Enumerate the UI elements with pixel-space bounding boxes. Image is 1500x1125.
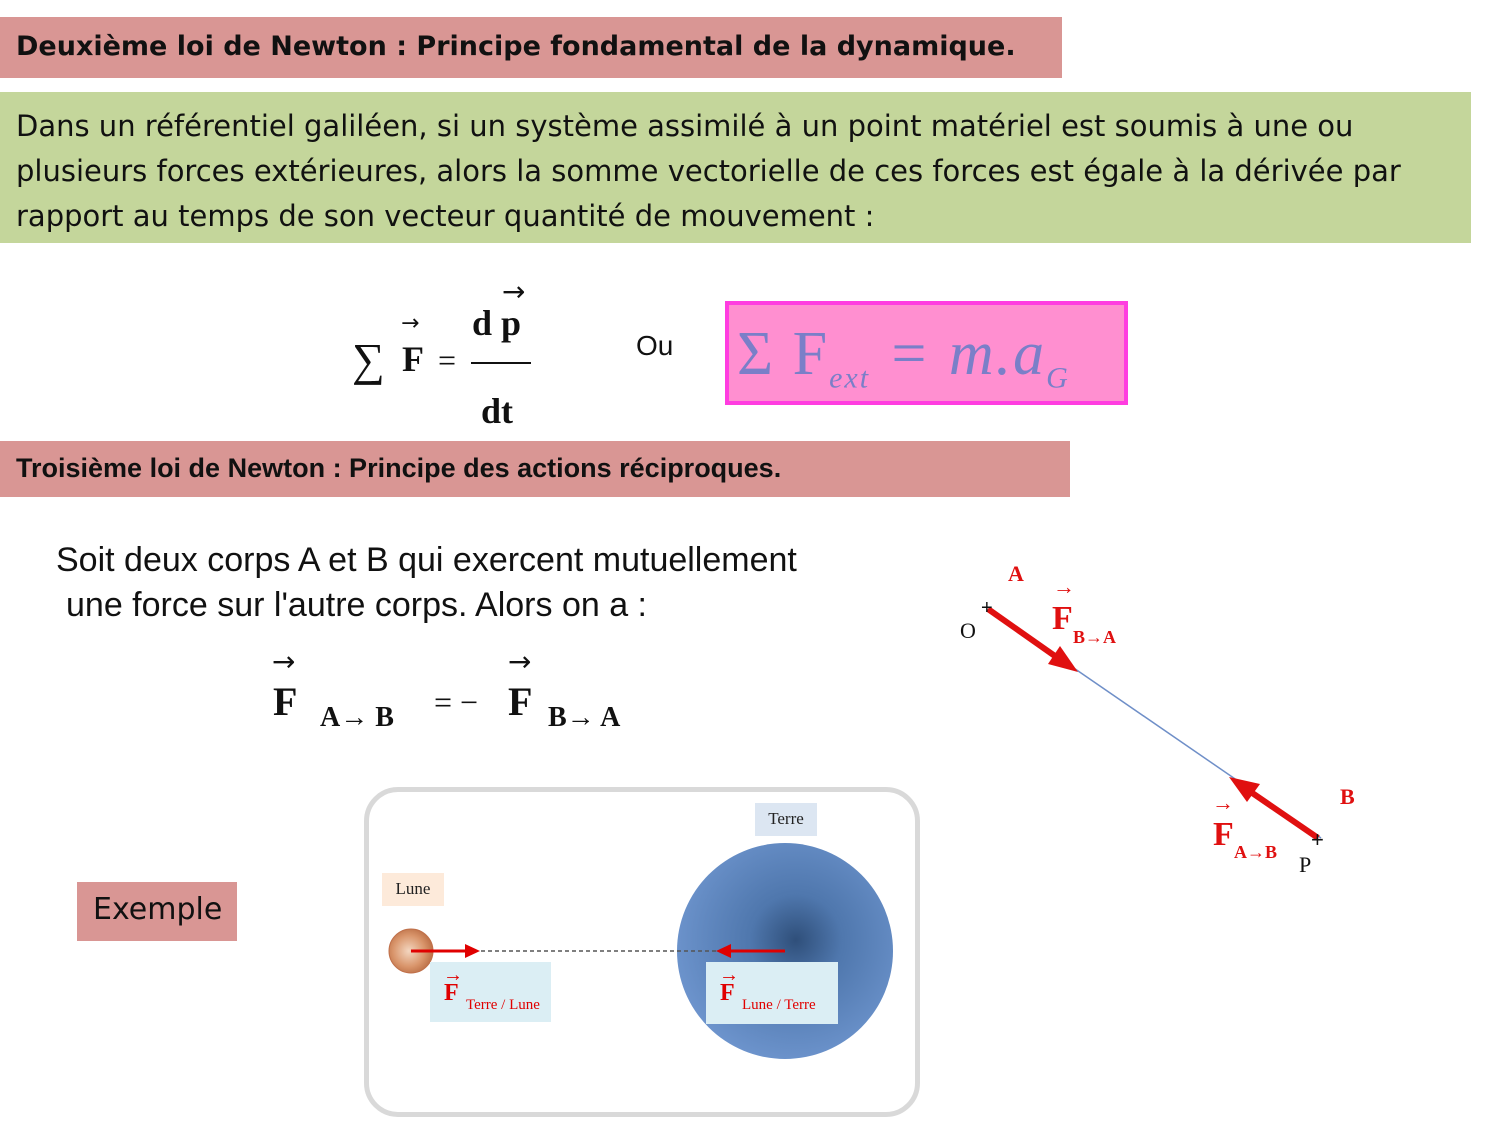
fraction-bar — [471, 362, 531, 364]
vector-arrow-icon: → — [719, 964, 739, 986]
vector-arrow-icon: → — [443, 964, 463, 986]
equals-sign: = — [438, 342, 457, 378]
earth-label: Terre — [755, 803, 817, 836]
force-symbol: F — [273, 679, 298, 724]
formula-rhs: = m.a — [887, 320, 1047, 388]
intro-line: une force sur l'autre corps. Alors on a : — [66, 586, 648, 624]
vector-arrow-icon: → — [508, 645, 532, 678]
subscript-a-to-b: A→ B — [320, 702, 394, 733]
denominator: dt — [481, 391, 514, 431]
law2-title: Deuxième loi de Newton : Principe fondamental de la dynamique. — [0, 17, 1062, 78]
statement-line: Dans un référentiel galiléen, si un système assimilé à un point matériel est soumis à une ou — [16, 109, 1354, 143]
law3-title: Troisième loi de Newton : Principe des actions réciproques. — [0, 441, 1070, 497]
vector-arrow-icon: → — [502, 275, 526, 308]
formula-sub-g: G — [1046, 361, 1070, 395]
label-o: O — [960, 618, 976, 643]
label-b: B — [1340, 784, 1355, 809]
force-ab-arrow — [1245, 788, 1318, 838]
label-p: P — [1299, 852, 1312, 877]
label-a: A — [1008, 561, 1024, 586]
force-symbol: F — [508, 679, 533, 724]
vector-arrow-icon: → — [1212, 790, 1234, 815]
force-ba-arrowhead — [1048, 646, 1078, 672]
example-label: Exemple — [77, 882, 237, 941]
vector-arrow-icon: → — [401, 311, 420, 336]
force-ba-symbol: F — [1052, 600, 1073, 637]
formula-reciprocal — [270, 640, 670, 740]
formula-newton-second-law — [725, 301, 1128, 405]
force-ab-symbol: F — [1213, 816, 1234, 853]
formula-lhs: Σ F — [737, 320, 830, 388]
numerator: d p — [472, 303, 522, 343]
formula-momentum — [350, 275, 550, 431]
sum-symbol: ∑ — [352, 334, 385, 385]
equals-minus: = − — [434, 684, 479, 720]
force-ab-subscript: A→B — [1234, 842, 1278, 862]
force-lune-terre-label — [706, 962, 838, 1024]
statement-line: rapport au temps de son vecteur quantité de mouvement : — [16, 199, 875, 233]
force-ba-arrow — [988, 609, 1062, 661]
force-symbol: F — [444, 980, 459, 1006]
formula-text — [737, 319, 1070, 395]
moon-label: Lune — [382, 873, 444, 906]
law3-intro — [56, 538, 797, 628]
or-label: Ou — [636, 330, 674, 361]
intro-line: Soit deux corps A et B qui exercent mutuellement — [56, 541, 797, 579]
svg-text:+: + — [981, 597, 993, 619]
force-subscript: Terre / Lune — [466, 997, 540, 1013]
force-terre-lune-arrowhead — [465, 944, 480, 958]
law2-statement — [0, 92, 1471, 243]
reciprocal-force-diagram — [940, 540, 1380, 890]
force-ba-subscript: B→A — [1073, 627, 1117, 647]
force-terre-lune-label — [430, 962, 551, 1022]
force-symbol: F — [720, 980, 735, 1006]
formula-sub-ext: ext — [829, 361, 871, 395]
vector-arrow-icon: → — [272, 645, 296, 678]
svg-text:+: + — [1311, 827, 1324, 852]
force-symbol: F — [402, 339, 424, 379]
force-subscript: Lune / Terre — [742, 997, 816, 1013]
subscript-b-to-a: B→ A — [548, 702, 621, 733]
vector-arrow-icon: → — [1053, 574, 1075, 599]
statement-line: plusieurs forces extérieures, alors la somme vectorielle de ces forces est égale à la dérivée par — [16, 154, 1401, 188]
earth-moon-drawing — [370, 790, 915, 1110]
